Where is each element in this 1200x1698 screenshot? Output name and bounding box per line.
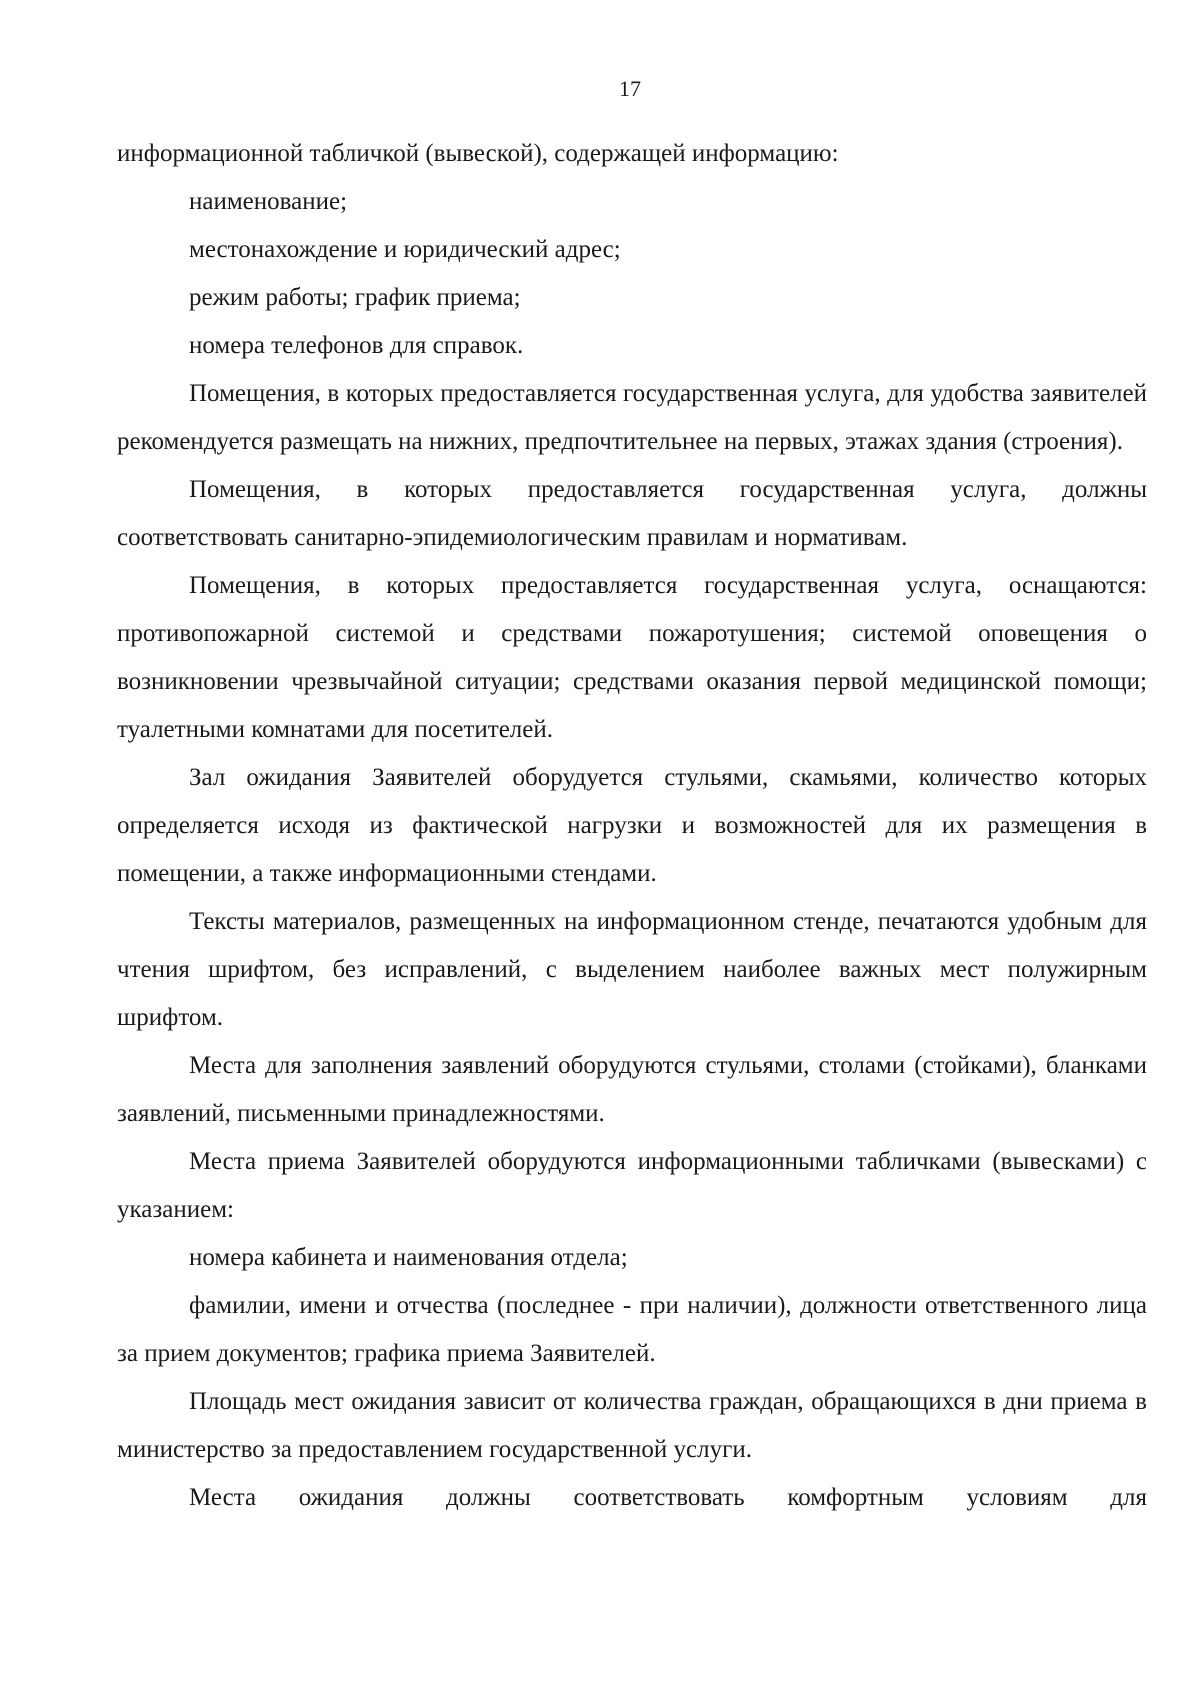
- paragraph: Места для заполнения заявлений оборудуются стульями, столами (стойками), бланками заявлений, письменными принадлежностями.: [117, 1052, 1147, 1127]
- paragraph: Тексты материалов, размещенных на информационном стенде, печатаются удобным для чтения шрифтом, без исправлений, с выделением наиболее важных мест полужирным шрифтом.: [117, 908, 1147, 1031]
- paragraph: номера телефонов для справок.: [189, 332, 524, 359]
- paragraph: Помещения, в которых предоставляется государственная услуга, оснащаются: противопожарной системой и средствами пожаротушения; системой оповещения о возникновении чрезвычайной ситуации; средствами оказания первой медицинской помощи; туалетными комнатами для посетителей.: [117, 572, 1147, 743]
- paragraph: информационной табличкой (вывеской), содержащей информацию:: [117, 140, 839, 167]
- paragraph-continued: Места ожидания должны соответствовать комфортным условиям для: [189, 1484, 1147, 1511]
- paragraph: фамилии, имени и отчества (последнее - при наличии), должности ответственного лица за прием документов; графика приема Заявителей.: [117, 1292, 1147, 1367]
- paragraph: режим работы; график приема;: [189, 284, 521, 311]
- page-number: 17: [619, 76, 641, 101]
- paragraph: Помещения, в которых предоставляется государственная услуга, должны соответствовать санитарно-эпидемиологическим правилам и нормативам.: [117, 476, 1147, 551]
- paragraph: местонахождение и юридический адрес;: [189, 236, 621, 263]
- paragraph: Места приема Заявителей оборудуются информационными табличками (вывесками) с указанием:: [117, 1148, 1147, 1223]
- paragraph: номера кабинета и наименования отдела;: [189, 1244, 628, 1271]
- paragraph: Зал ожидания Заявителей оборудуется стульями, скамьями, количество которых определяется исходя из фактической нагрузки и возможностей для их размещения в помещении, а также информационными стендами.: [117, 764, 1147, 887]
- paragraph: Площадь мест ожидания зависит от количества граждан, обращающихся в дни приема в министерство за предоставлением государственной услуги.: [117, 1388, 1147, 1463]
- document-body: [117, 130, 1147, 1522]
- paragraph: наименование;: [189, 188, 348, 215]
- paragraph: Помещения, в которых предоставляется государственная услуга, для удобства заявителей рекомендуется размещать на нижних, предпочтительнее на первых, этажах здания (строения).: [117, 380, 1147, 455]
